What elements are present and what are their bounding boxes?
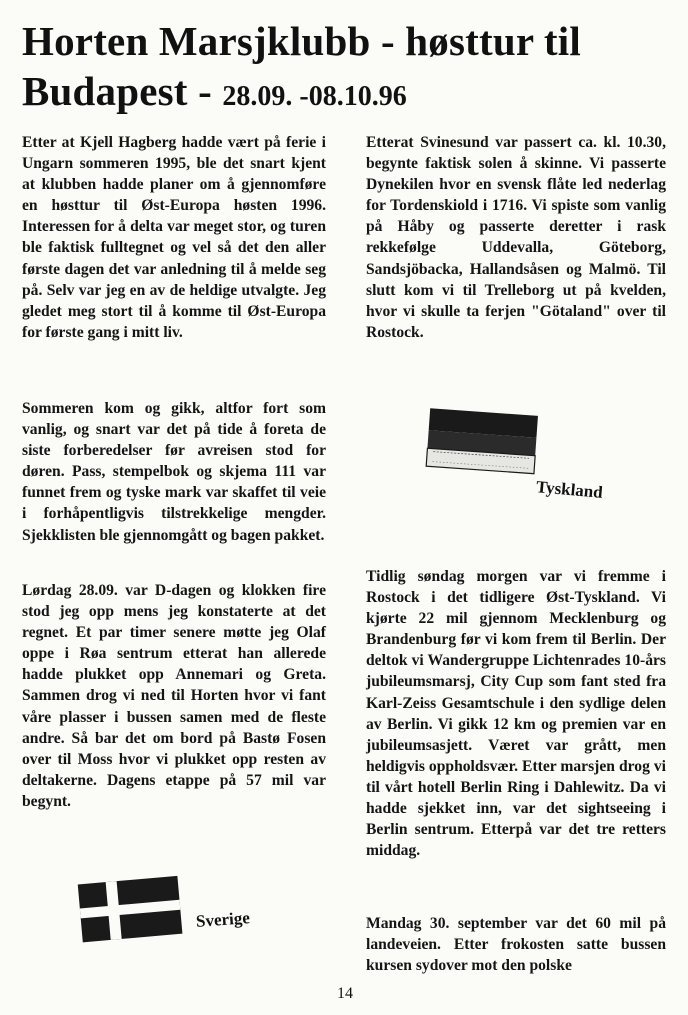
article-title <box>22 16 662 122</box>
title-dates: 28.09. -08.10.96 <box>222 81 407 112</box>
germany-flag-icon <box>420 400 544 484</box>
left-column-paragraph-1: Etter at Kjell Hagberg hadde vært på ferie i Ungarn sommeren 1995, ble det snart kjent at klubben hadde planer om å gjennomføre en høsttur til Øst-Europa høsten 1996. Interessen for å delta var meget stor, og turen ble faktisk fulltegnet og vel så det den aller første dagen det var anledning til å melde seg på. Selv var jeg en av de heldige utvalgte. Jeg gledet meg stort til å komme til Øst-Europa for første gang i mitt liv. <box>22 134 326 341</box>
title-main: Horten Marsjklubb - høsttur til Budapest - <box>22 18 581 114</box>
germany-caption: Tyskland <box>535 477 604 502</box>
sweden-caption: Sverige <box>195 908 251 931</box>
right-column-paragraph-3: Mandag 30. september var det 60 mil på landeveien. Etter frokosten satte bussen kursen sydover mot den polske <box>366 915 666 975</box>
left-column-paragraph-2: Sommeren kom og gikk, altfor fort som vanlig, og snart var det på tide å foreta de siste forberedelser før avreisen stod for døren. Pass, stempelbok og skjema 111 var funnet frem og tyske mark var skaffet til veie i forhåpentligvis tilstrekkelige mengder. Sjekklisten ble gjennomgått og bagen pakket. <box>22 400 326 544</box>
page-number: 14 <box>337 985 353 1002</box>
right-column-paragraph-2: Tidlig søndag morgen var vi fremme i Rostock i det tidligere Øst-Tyskland. Vi kjørte 22 mil gjennom Mecklenburg og Brandenburg før vi kom frem til Berlin. Der deltok vi Wandergruppe Lichtenrades 10-års jubileumsmarsj, City Cup som fant sted fra Karl-Zeiss Gesamtschule i den sydlige delen av Berlin. Vi gikk 12 km og premien var en jubileumsasjett. Været var grått, men heldigvis oppholdsvær. Etter marsjen drog vi til vårt hotell Berlin Ring i Dahlewitz. Da vi hadde sjekket inn, var det sightseeing i Berlin sentrum. Etterpå var det tre retters middag. <box>366 568 666 860</box>
right-column-paragraph-1: Etterat Svinesund var passert ca. kl. 10.30, begynte faktisk solen å skinne. Vi passerte Dynekilen hvor en svensk flåte led nederlag for Tordenskiold i 1716. Vi spiste som vanlig på Håby og passerte deretter i rask rekkefølge Uddevalla, Göteborg, Sandsjöbacka, Hallandsåsen og Malmö. Til slutt kom vi til Trelleborg ut på kvelden, hvor vi skulle ta ferjen "Götaland" over til Rostock. <box>366 134 666 341</box>
sweden-flag-icon <box>74 870 188 946</box>
left-column-paragraph-3: Lørdag 28.09. var D-dagen og klokken fire stod jeg opp mens jeg konstaterte at det regnet. Et par timer senere møtte jeg Olaf oppe i Røa sentrum etterat han allerede hadde plukket opp Annemari og Greta. Sammen drog vi ned til Horten hvor vi fant våre plasser i bussen samen med de fleste andre. Så bar det om bord på Bastø Fosen over til Moss hvor vi plukket opp resten av deltakerne. Dagens etappe på 57 mil var begynt. <box>22 582 326 810</box>
